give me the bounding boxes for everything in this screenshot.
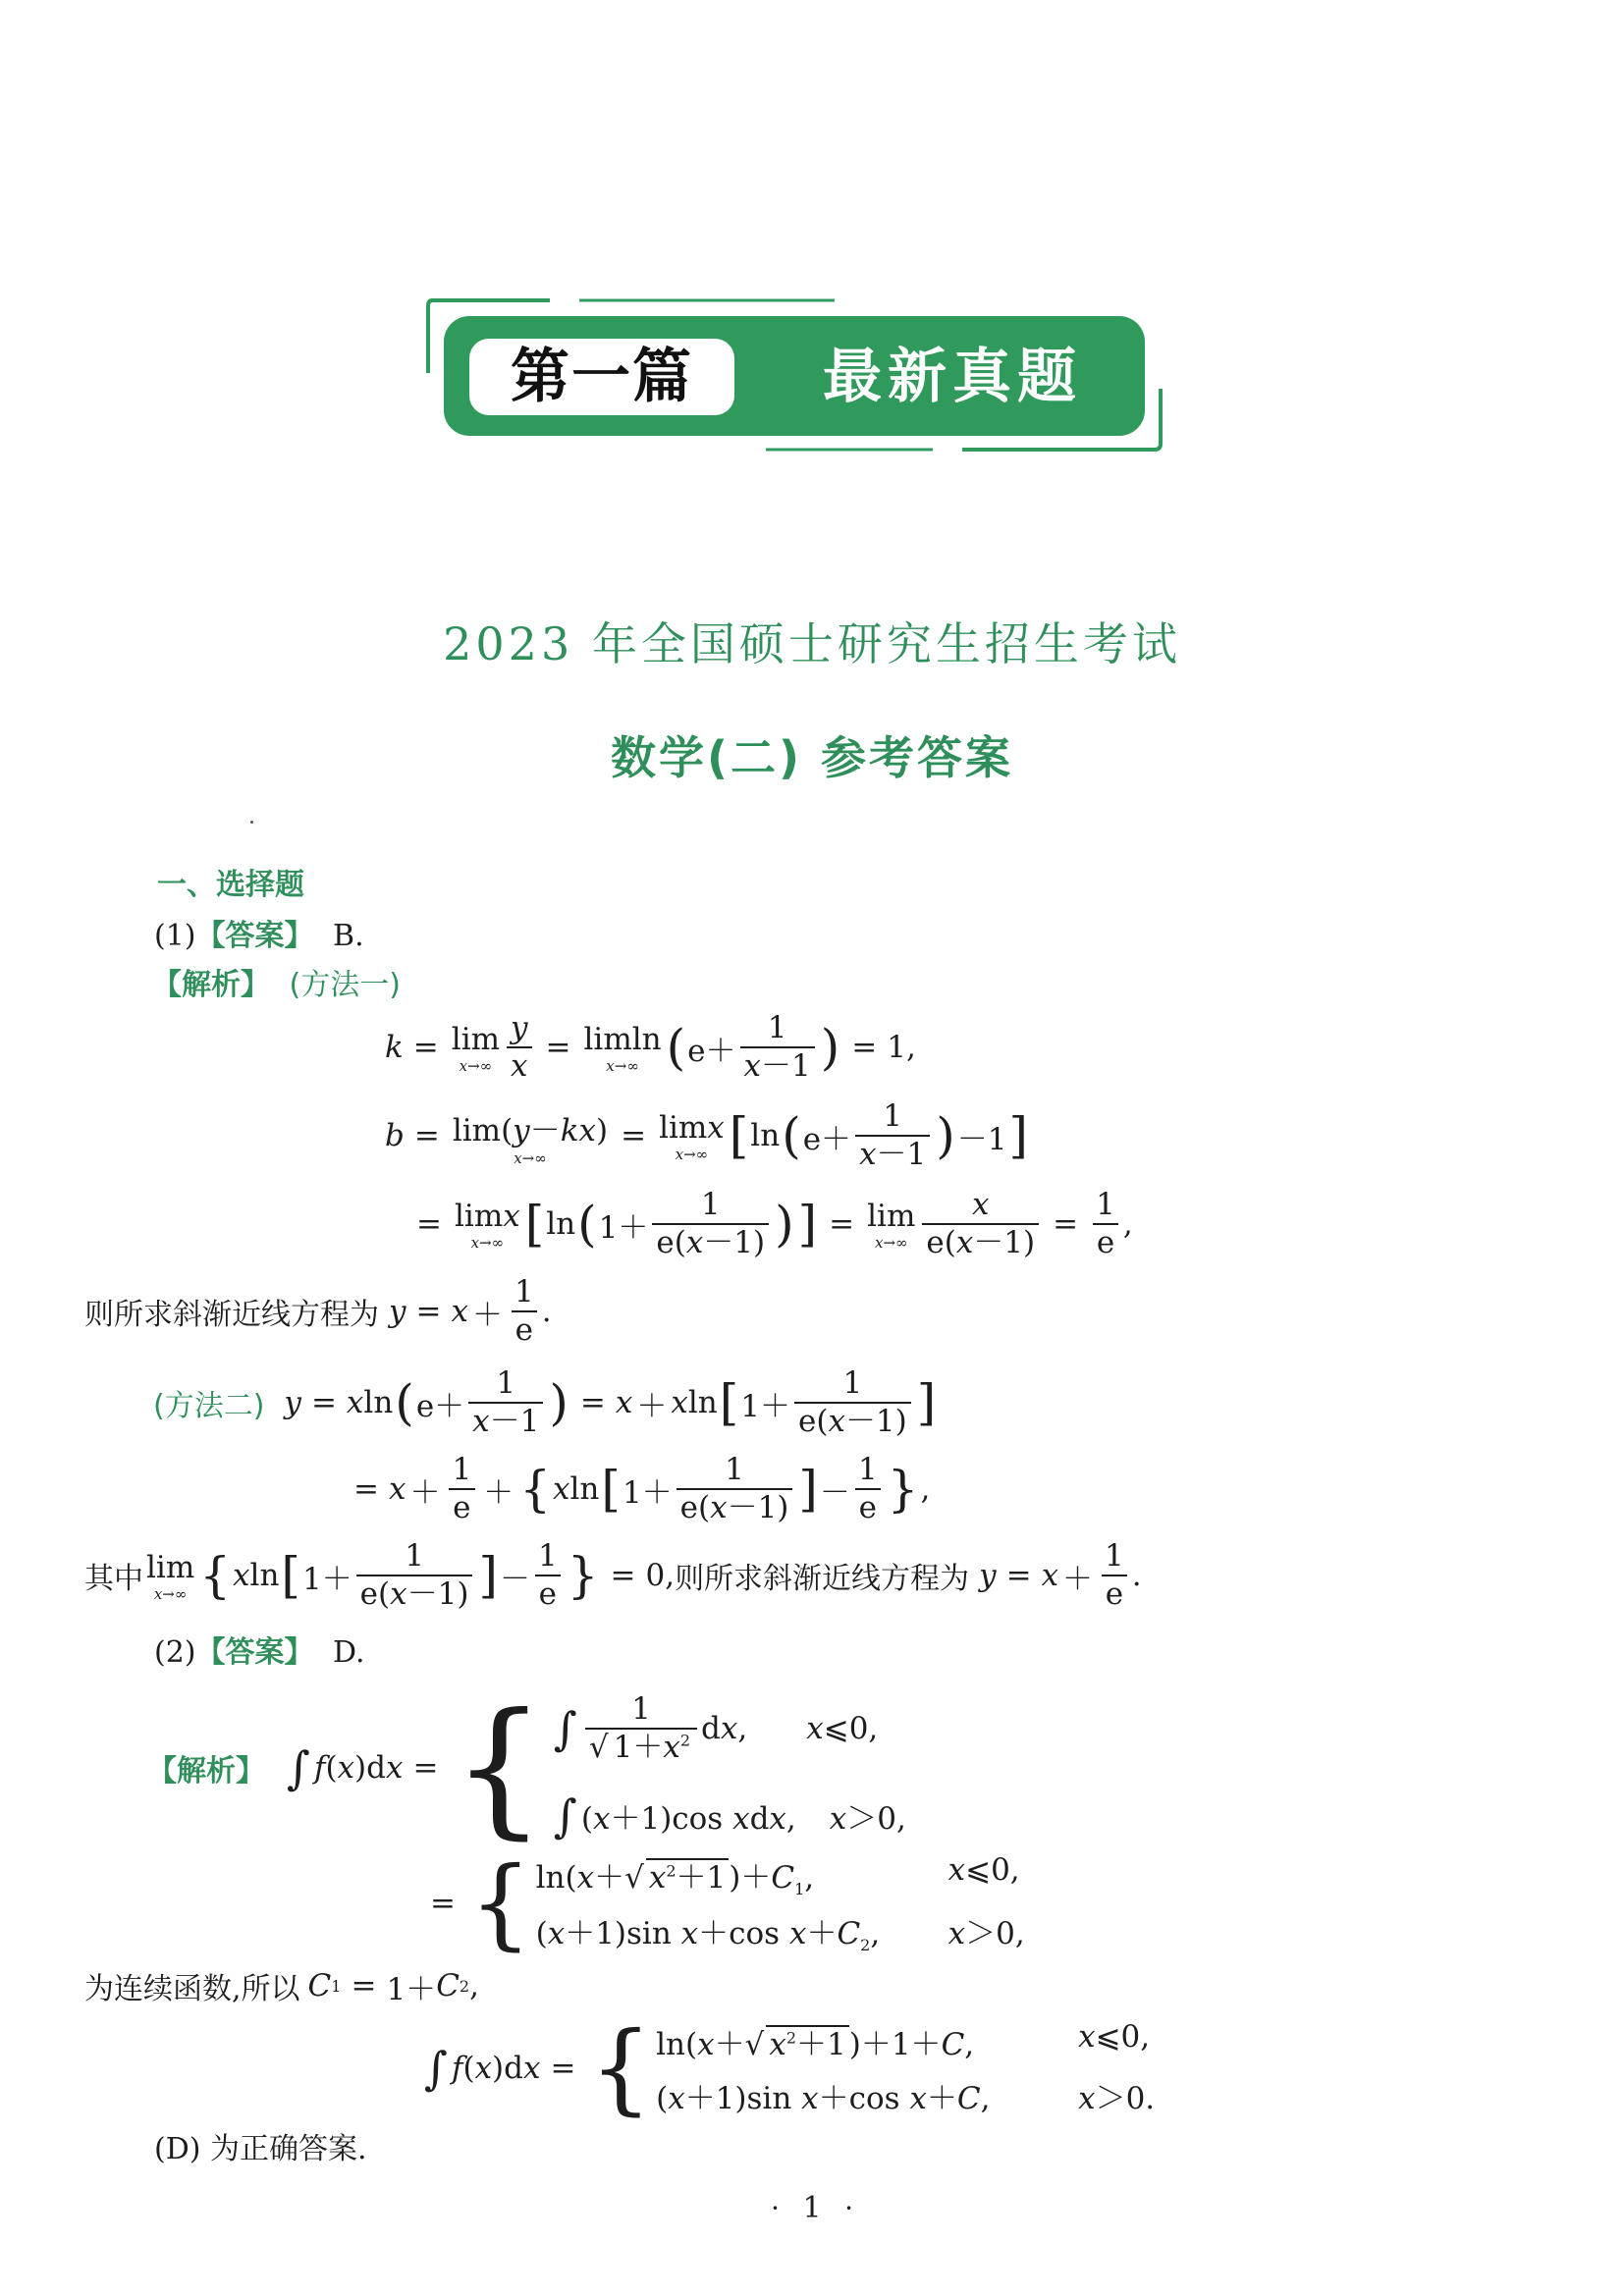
q2-answer-tag: 【答案】 <box>195 1635 314 1670</box>
q1-answer-line <box>154 911 364 954</box>
q2-answer-line <box>154 1628 365 1671</box>
exam-subtitle: 数学(二) 参考答案 <box>610 731 1014 784</box>
q1-method2-label: (方法二) <box>153 1389 265 1423</box>
q2-answer: D. <box>333 1635 365 1670</box>
formula-method2: (方法二) y = x ln ( e＋ $\frac{1}{x-1}$ ) = x ＋ x ln [ 1＋ $\frac{1}{e(x-1)}$ ] <box>153 1365 937 1439</box>
q2-continuity-text: 为连续函数,所以 <box>84 1972 300 2006</box>
q1-method1-label: (方法一) <box>289 968 401 1002</box>
conclusion2: 其中 lim x→∞ { x ln [ 1＋ $\frac{1}{e(x-1)}$ ] － $\frac{1}{e}$ } = 0, 则所求斜渐近线方程为 y = x ＋ $\frac{1}{e}$ . <box>84 1538 1142 1612</box>
q2-analysis-tag: 【解析】 <box>147 1754 265 1789</box>
formula-method2-b: = x ＋ $\frac{1}{e}$ ＋ { x ln [ 1＋ $\frac{1}{e(x-1)}$ ] － $\frac{1}{e}$ } , <box>353 1452 931 1525</box>
formula-b: b = lim(y－kx) x→∞ = limx x→∞ [ ln ( e＋ $\frac{1}{x-1}$ ) －1 ] <box>385 1098 1029 1172</box>
conclusion1: 则所求斜渐近线方程为 y = x ＋ $\frac{1}{e}$ . <box>84 1274 552 1348</box>
page-number <box>0 2191 1624 2225</box>
formula-b2: = limx x→∞ [ ln ( 1＋ $\frac{1}{e(x-1)}$ ) ] = lim x→∞ $\frac{x}{e(x-1)}$ = $\frac{1}{e}$ , <box>416 1187 1133 1260</box>
chapter-title: 最新真题 <box>823 343 1082 411</box>
q2-continuity: 为连续函数,所以 C 1 = 1＋ C 2 , <box>84 1961 479 2010</box>
conclusion2-prefix: 其中 <box>84 1562 143 1596</box>
q2-antiderivative: = { ln(x＋√ $x^2+1)+C_1$, x⩽0, (x＋1)sin x＋cos $x+C_2$, x＞0, <box>430 1845 1025 1960</box>
q1-answer: B. <box>333 919 364 953</box>
page-dot-right: · <box>844 2192 853 2224</box>
chapter-label: 第一篇 <box>511 343 693 411</box>
q2-number: (2) <box>154 1635 196 1670</box>
exam-title: 2023 年全国硕士研究生招生考试 <box>443 617 1181 670</box>
q2-analysis-formula: 【解析】 ∫ f (x)dx = { ∫ $\frac{1}{√ 1+x^2}$ dx, x⩽0, ∫ (x＋1)cos xdx, x＞0, <box>147 1682 906 1853</box>
speck <box>250 821 253 824</box>
q1-analysis-tag: 【解析】 <box>152 968 270 1002</box>
q2-final-formula: ∫ f (x)dx = { ln(x＋√ $x^2+1)+1+C$, x⩽0, (x＋1)sin x＋cos x＋C, x＞0. <box>424 2010 1156 2125</box>
q1-answer-tag: 【答案】 <box>195 919 314 953</box>
section-heading: 一、选择题 <box>157 868 304 902</box>
formula-k: k = lim x→∞ $\frac{y}{x}$ = limln x→∞ ( e＋ $\frac{1}{x-1}$ ) = 1, <box>385 1010 916 1084</box>
conclusion1-text: 则所求斜渐近线方程为 <box>84 1298 379 1332</box>
page-number-value: 1 <box>802 2191 822 2225</box>
q2-final-line: (D) 为正确答案. <box>154 2132 367 2166</box>
conclusion2-text: 则所求斜渐近线方程为 <box>675 1562 970 1596</box>
q1-analysis-line <box>152 960 401 1003</box>
page-dot-left: · <box>771 2192 780 2224</box>
q1-number: (1) <box>154 919 196 953</box>
